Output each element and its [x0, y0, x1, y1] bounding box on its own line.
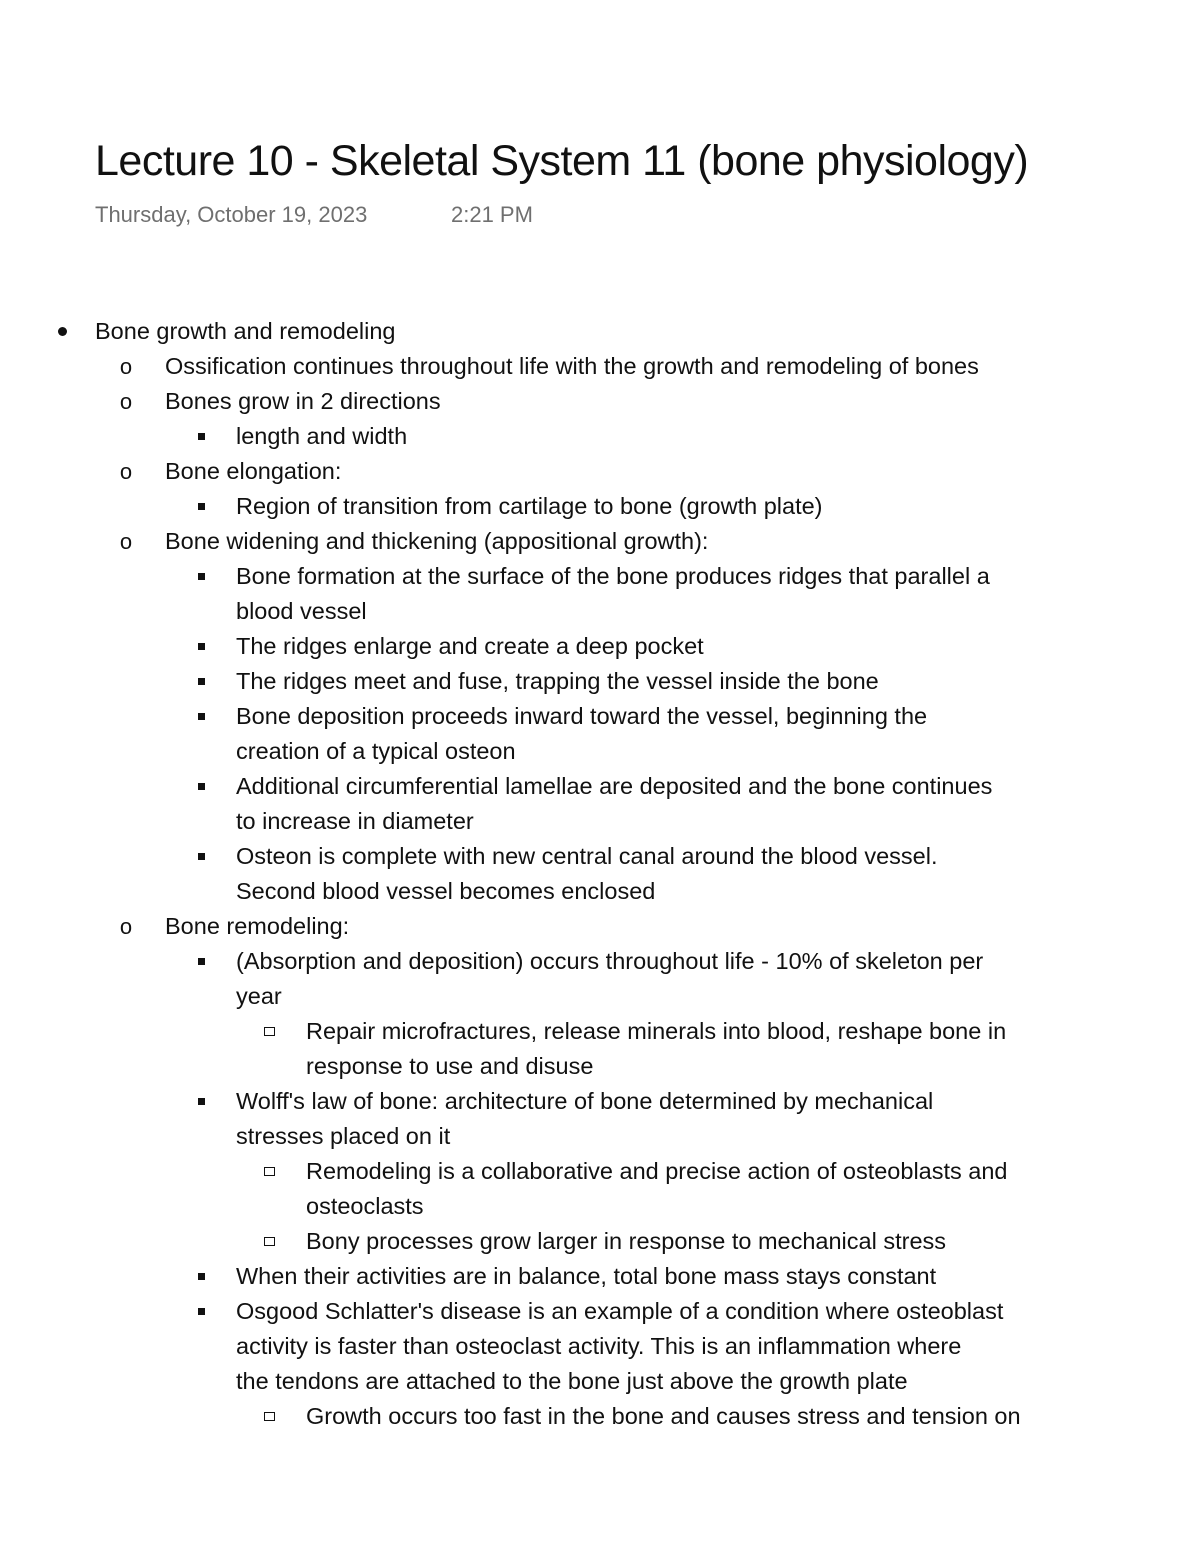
- list-item-text: length and width: [236, 423, 408, 449]
- bullet-circle-icon: o: [119, 389, 133, 414]
- list-item: [0, 489, 1200, 524]
- list-item-text: The ridges meet and fuse, trapping the vessel inside the bone: [236, 668, 879, 694]
- list-item: [0, 524, 1200, 559]
- list-item: [0, 839, 1200, 874]
- list-item-text: Region of transition from cartilage to bone (growth plate): [236, 493, 823, 519]
- list-item-text: response to use and disuse: [306, 1053, 594, 1079]
- list-item-continuation: [0, 979, 1200, 1014]
- list-item: [0, 1259, 1200, 1294]
- bullet-circle-icon: o: [119, 914, 133, 939]
- bullet-square-icon: [195, 559, 207, 594]
- list-item-text: The ridges enlarge and create a deep pocket: [236, 633, 704, 659]
- bullet-hollow-square-icon: [260, 1399, 278, 1434]
- list-item: [0, 944, 1200, 979]
- list-item-text: Repair microfractures, release minerals into blood, reshape bone in: [306, 1018, 1007, 1044]
- list-item: [0, 1224, 1200, 1259]
- bullet-circle-icon: o: [119, 354, 133, 379]
- list-item-text: year: [236, 983, 282, 1009]
- bullet-square-icon: [195, 664, 207, 699]
- list-item-text: Osteon is complete with new central canal around the blood vessel.: [236, 843, 938, 869]
- list-item-text: creation of a typical osteon: [236, 738, 516, 764]
- list-item: [0, 1154, 1200, 1189]
- list-item-text: to increase in diameter: [236, 808, 474, 834]
- list-item-text: Growth occurs too fast in the bone and causes stress and tension on: [306, 1403, 1021, 1429]
- list-item-text: Bone growth and remodeling: [95, 318, 396, 344]
- note-date: Thursday, October 19, 2023: [95, 202, 368, 227]
- list-item: [0, 699, 1200, 734]
- page-title: Lecture 10 - Skeletal System 11 (bone physiology): [95, 137, 1029, 185]
- list-item-continuation: [0, 1049, 1200, 1084]
- bullet-circle-icon: o: [119, 459, 133, 484]
- list-item: [0, 1294, 1200, 1329]
- list-item: [0, 349, 1200, 384]
- list-item: [0, 629, 1200, 664]
- list-item: [0, 664, 1200, 699]
- bullet-square-icon: [195, 489, 207, 524]
- bullet-square-icon: [195, 1084, 207, 1119]
- list-item-continuation: [0, 874, 1200, 909]
- bullet-square-icon: [195, 629, 207, 664]
- list-item-continuation: [0, 804, 1200, 839]
- bullet-hollow-square-icon: [260, 1154, 278, 1189]
- list-item-continuation: [0, 1329, 1200, 1364]
- bullet-square-icon: [195, 419, 207, 454]
- list-item-continuation: [0, 1189, 1200, 1224]
- list-item-text: Bony processes grow larger in response to mechanical stress: [306, 1228, 947, 1254]
- list-item-text: Wolff's law of bone: architecture of bone determined by mechanical: [236, 1088, 934, 1114]
- list-item: [0, 1084, 1200, 1119]
- list-item: [0, 909, 1200, 944]
- list-item-text: Bone remodeling:: [165, 913, 350, 939]
- list-item-text: Remodeling is a collaborative and precise action of osteoblasts and: [306, 1158, 1008, 1184]
- bullet-square-icon: [195, 1294, 207, 1329]
- list-item-text: Additional circumferential lamellae are deposited and the bone continues: [236, 773, 993, 799]
- bullet-circle-icon: o: [119, 529, 133, 554]
- list-item-text: Ossification continues throughout life with the growth and remodeling of bones: [165, 353, 979, 379]
- list-item-text: activity is faster than osteoclast activity. This is an inflammation where: [236, 1333, 962, 1359]
- list-item: [0, 384, 1200, 419]
- list-item-text: Bones grow in 2 directions: [165, 388, 441, 414]
- bullet-square-icon: [195, 944, 207, 979]
- list-item-text: stresses placed on it: [236, 1123, 451, 1149]
- bullet-hollow-square-icon: [260, 1224, 278, 1259]
- list-item-text: osteoclasts: [306, 1193, 424, 1219]
- list-item: [0, 769, 1200, 804]
- note-time: 2:21 PM: [451, 202, 533, 227]
- list-item-text: Bone formation at the surface of the bone produces ridges that parallel a: [236, 563, 990, 589]
- list-item-text: blood vessel: [236, 598, 367, 624]
- bullet-square-icon: [195, 699, 207, 734]
- bullet-square-icon: [195, 1259, 207, 1294]
- list-item-text: the tendons are attached to the bone just above the growth plate: [236, 1368, 908, 1394]
- list-item: [0, 454, 1200, 489]
- list-item-continuation: [0, 1119, 1200, 1154]
- list-item-text: Bone deposition proceeds inward toward the vessel, beginning the: [236, 703, 928, 729]
- bullet-square-icon: [195, 769, 207, 804]
- list-item: [0, 314, 1200, 349]
- bullet-square-icon: [195, 839, 207, 874]
- list-item-text: Second blood vessel becomes enclosed: [236, 878, 656, 904]
- list-item-text: When their activities are in balance, total bone mass stays constant: [236, 1263, 937, 1289]
- list-item: [0, 419, 1200, 454]
- list-item-continuation: [0, 734, 1200, 769]
- list-item: [0, 1399, 1200, 1434]
- list-item-continuation: [0, 594, 1200, 629]
- list-item-continuation: [0, 1364, 1200, 1399]
- list-item-text: (Absorption and deposition) occurs throughout life - 10% of skeleton per: [236, 948, 984, 974]
- list-item: [0, 559, 1200, 594]
- bullet-hollow-square-icon: [260, 1014, 278, 1049]
- bullet-dot-icon: [52, 314, 72, 349]
- list-item-text: Bone elongation:: [165, 458, 342, 484]
- note-outline: [0, 314, 1200, 1434]
- list-item-text: Bone widening and thickening (appositional growth):: [165, 528, 709, 554]
- list-item-text: Osgood Schlatter's disease is an example of a condition where osteoblast: [236, 1298, 1004, 1324]
- list-item: [0, 1014, 1200, 1049]
